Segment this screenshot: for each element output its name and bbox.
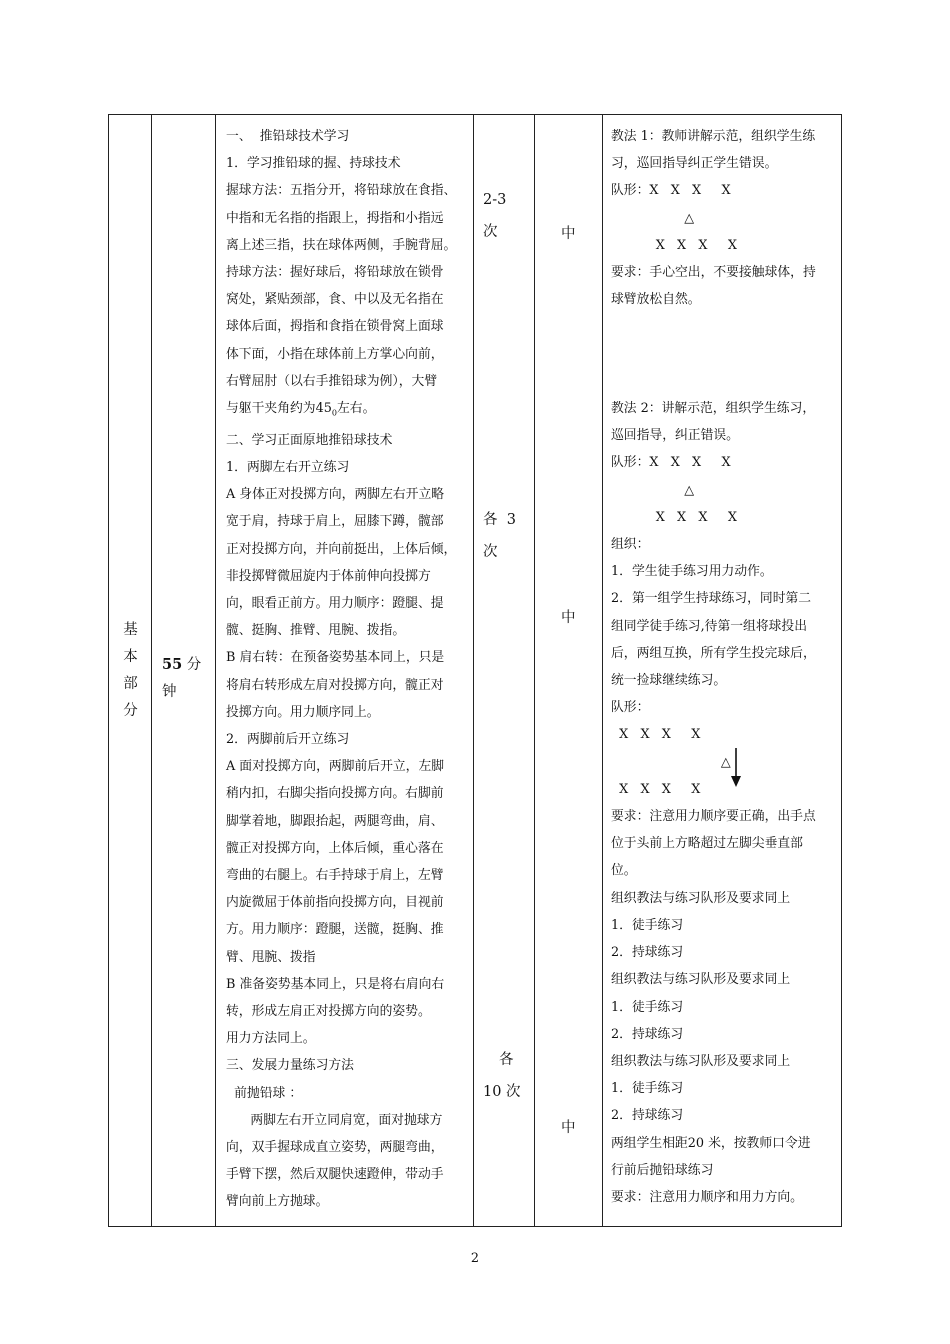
content-line: B 准备姿势基本同上，只是将右肩向右 — [226, 976, 445, 992]
content-line: 手臂下摆，然后双腿快速蹬伸，带动手 — [226, 1167, 444, 1183]
content-line: 投掷方向。用力顺序同上。 — [226, 704, 380, 720]
content-line: 窝处，紧贴颈部，食、中以及无名指在 — [226, 292, 444, 308]
notes-line: 队形： — [611, 700, 650, 716]
notes-line: 行前后抛铅球练习 — [611, 1162, 714, 1178]
content-line: 转，形成左肩正对投掷方向的姿势。 — [226, 1004, 431, 1020]
down-arrow-icon — [731, 748, 741, 788]
column-divider — [534, 115, 535, 1226]
degree-sup: 0 — [331, 408, 337, 418]
content-line: B 肩右转：在预备姿势基本同上，只是 — [226, 650, 445, 666]
notes-line: 组织教法与练习队形及要求同上 — [611, 890, 791, 906]
content-line: 前抛铅球 ： — [226, 1085, 303, 1101]
time-number: 55 — [162, 656, 183, 673]
notes-line: 组同学徒手练习,待第一组将球投出 — [611, 618, 808, 634]
notes-line: 1．徒手练习 — [611, 917, 684, 933]
notes-line: 习，巡回指导纠正学生错误。 — [611, 156, 778, 172]
content-line: 髋、挺胸、推臂、甩腕、拨指。 — [226, 623, 406, 639]
notes-line: X X X X — [611, 781, 701, 797]
content-line: 弯曲的右腿上。右手持球于肩上，左臂 — [226, 868, 444, 884]
section-char: 本 — [123, 648, 138, 665]
notes-line — [611, 341, 840, 368]
notes-line: 1．徒手练习 — [611, 999, 684, 1015]
section-label — [123, 617, 139, 725]
column-divider — [215, 115, 216, 1226]
content-line: 持球方法：握好球后，将铅球放在锁骨 — [226, 265, 444, 281]
content-line: 中指和无名指的指跟上，拇指和小指远 — [226, 210, 444, 226]
notes-line: 要求：注意用力顺序要正确，出手点 — [611, 809, 816, 825]
notes-line: 2．持球练习 — [611, 1108, 684, 1124]
content-line: 脚掌着地，脚跟抬起，两腿弯曲，肩、 — [226, 813, 444, 829]
notes-line: 球臂放松自然。 — [611, 292, 701, 308]
notes-line: 教法 2：讲解示范，组织学生练习， — [611, 401, 816, 417]
content-line: 1．学习推铅球的握、持球技术 — [226, 156, 401, 172]
content-line: 一、 推铅球技术学习 — [226, 129, 350, 144]
time-unit-2: 钟 — [162, 684, 177, 700]
content-line: 三、发展力量练习方法 — [226, 1058, 354, 1074]
notes-line — [611, 368, 840, 395]
content-line: A 身体正对投掷方向，两脚左右开立略 — [226, 487, 445, 503]
notes-line: 1．徒手练习 — [611, 1081, 684, 1097]
content-line: 球体后面，拇指和食指在锁骨窝上面球 — [226, 319, 444, 335]
notes-line: 要求：注意用力顺序和用力方向。 — [611, 1189, 803, 1205]
content-line: 稍内扣，右脚尖指向投掷方向。右脚前 — [226, 786, 444, 802]
content-line: 髋正对投掷方向，上体后倾，重心落在 — [226, 840, 444, 856]
section-char: 部 — [123, 675, 138, 692]
content-line: 用力方法同上。 — [226, 1031, 316, 1047]
content-line: 右臂屈肘（以右手推铅球为例），大臂 — [226, 373, 438, 389]
content-line: A 面对投掷方向，两脚前后开立，左脚 — [226, 759, 445, 775]
intensity-2: 中 — [561, 610, 576, 626]
reps-1: 2-3 次 — [483, 192, 507, 240]
section-char: 分 — [123, 702, 138, 719]
content-line: 两脚左右开立同肩宽，面对抛球方 — [226, 1112, 443, 1128]
notes-line — [611, 313, 840, 340]
notes-line: 组织教法与练习队形及要求同上 — [611, 1053, 791, 1069]
reps-3: 各 10 次 — [483, 1052, 521, 1100]
notes-line: △ — [611, 754, 731, 770]
intensity-3: 中 — [561, 1120, 576, 1136]
notes-line: △ — [611, 482, 695, 498]
content-cell — [226, 123, 466, 1216]
notes-line: 2．第一组学生持球练习，同时第二 — [611, 591, 812, 607]
notes-line: 组织： — [611, 537, 650, 553]
notes-line: 教法 1：教师讲解示范，组织学生练 — [611, 129, 816, 144]
reps-2: 各 3 次 — [483, 512, 516, 560]
section-char: 基 — [123, 621, 138, 638]
column-divider — [473, 115, 474, 1226]
content-line: 向，双手握球成直立姿势，两腿弯曲， — [226, 1140, 444, 1156]
notes-line: 队形：X X X X — [611, 455, 731, 471]
section-cell — [109, 115, 152, 1226]
time-label — [162, 651, 208, 706]
content-line: 体下面，小指在球体前上方掌心向前， — [226, 346, 444, 362]
content-line: 离上述三指，扶在球体两侧，手腕背屈。 — [226, 237, 457, 253]
notes-line: X X X X — [611, 727, 701, 743]
page-number: 2 — [470, 1251, 480, 1266]
content-line: 2．两脚前后开立练习 — [226, 732, 350, 748]
intensity-1: 中 — [561, 226, 576, 242]
notes-cell — [611, 123, 840, 1211]
notes-line: 2．持球练习 — [611, 945, 684, 961]
content-line: 内旋微屈于体前指向投掷方向，目视前 — [226, 895, 444, 911]
notes-line: 统一捡球继续练习。 — [611, 673, 727, 689]
column-divider — [602, 115, 603, 1226]
content-line: 1．两脚左右开立练习 — [226, 459, 350, 475]
notes-line: 巡回指导，纠正错误。 — [611, 428, 739, 444]
time-unit: 分 — [182, 657, 202, 673]
notes-line: 2．持球练习 — [611, 1026, 684, 1042]
notes-line: 1．学生徒手练习用力动作。 — [611, 564, 773, 580]
content-line: 非投掷臂微屈旋内于体前伸向投掷方 — [226, 568, 431, 584]
content-line: 与躯干夹角约为$45_0$左右。 — [226, 401, 376, 418]
content-line: 正对投掷方向，并向前挺出，上体后倾， — [226, 541, 457, 557]
notes-line: 组织教法与练习队形及要求同上 — [611, 972, 791, 988]
notes-line: 位。 — [611, 863, 637, 879]
content-line: 臂、甩腕、拨指 — [226, 949, 316, 965]
content-line: 握球方法：五指分开，将铅球放在食指、 — [226, 183, 457, 199]
content-line: 宽于肩，持球于肩上，屈膝下蹲，髋部 — [226, 514, 444, 530]
content-line: 将肩右转形成左肩对投掷方向，髋正对 — [226, 677, 444, 693]
content-line: 向，眼看正前方。用力顺序：蹬腿、提 — [226, 596, 444, 611]
content-line: 方。用力顺序：蹬腿，送髋，挺胸、推 — [226, 922, 444, 938]
notes-line: 位于头前上方略超过左脚尖垂直部 — [611, 836, 803, 852]
notes-line: 要求：手心空出，不要接触球体，持 — [611, 265, 816, 281]
notes-line: 两组学生相距20 米，按教师口令进 — [611, 1135, 811, 1151]
notes-line: 后，两组互换，所有学生投完球后， — [611, 645, 816, 661]
time-cell — [152, 115, 215, 1226]
content-line: 臂向前上方抛球。 — [226, 1194, 329, 1210]
notes-line: X X X X — [611, 509, 737, 525]
lesson-table — [108, 114, 842, 1227]
notes-line: X X X X — [611, 237, 737, 253]
notes-line: △ — [611, 210, 695, 226]
content-line: 二、学习正面原地推铅球技术 — [226, 432, 393, 448]
notes-line: 队形：X X X X — [611, 183, 731, 199]
degree-tail: 左右。 — [336, 401, 376, 417]
